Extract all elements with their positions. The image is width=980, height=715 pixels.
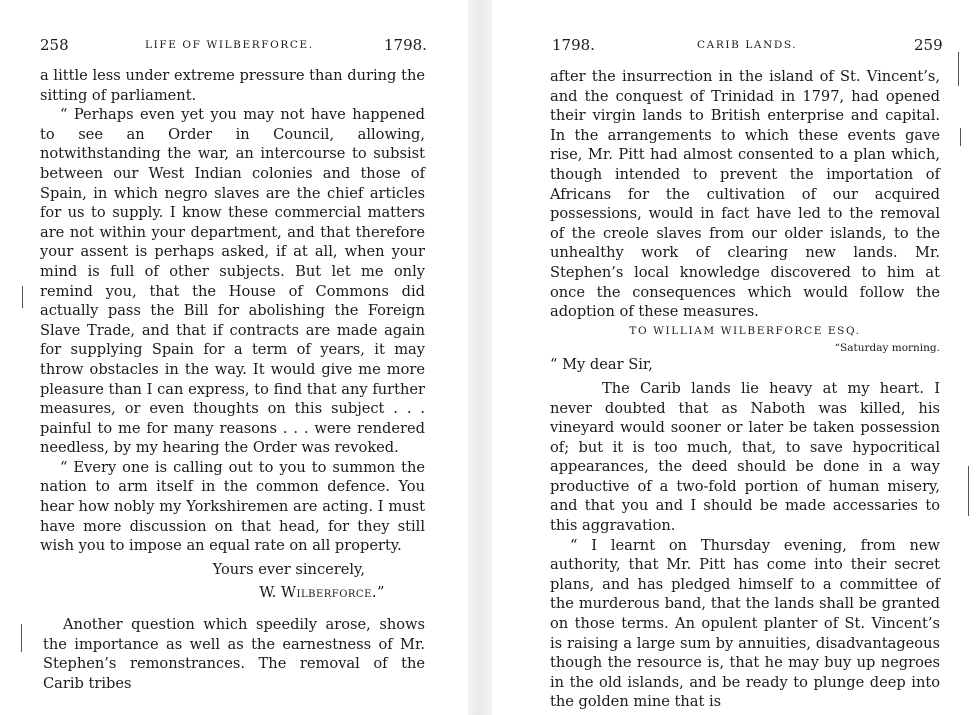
right-running-title: CARIB LANDS.	[697, 39, 798, 51]
letter-salutation: “ My dear Sir,	[550, 356, 653, 374]
paragraph: “ Perhaps even yet you may not have happened to see an Order in Council, allowing, notwithstanding the war, an intercourse to subsist between our West Indian colonies and those of Spain, in which negro slaves are the chief articles for us to supply. I know these commercial matters are not within your department, and that therefore your assent is perhaps asked, if at all, when your mind is full of other subjects. But let me only remind you, that the House of Commons did actually pass the Bill for abolishing the Foreign Slave Trade, and that if contracts are made again for supplying Spain for a term of years, it may throw obstacles in the way. It would give me more pleasure than I can express, to find that any further measures, or even thoughts on this subject . . . painful to me for many reasons . . . were rendered needless, by my hearing the Order was revoked.	[40, 106, 425, 457]
signature-name: Wilberforce.”	[281, 584, 385, 602]
left-page-body	[40, 66, 425, 693]
letter-heading: TO WILLIAM WILBERFORCE ESQ.	[629, 324, 861, 337]
paragraph: “ Every one is calling out to you to summon the nation to arm itself in the common defence. You hear how nobly my Yorkshiremen are acting. I must have more discussion on that head, for they still wish you to impose an equal rate on all property.	[40, 458, 425, 555]
right-page-body	[550, 67, 940, 712]
margin-mark	[968, 466, 969, 516]
paragraph: “ I learnt on Thursday evening, from new authority, that Mr. Pitt has come into their secret plans, and has pledged himself to a committee of the murderous band, that the lands shall be granted on those terms. An opulent planter of St. Vincent’s is raising a large sum by annuities, disadvantageous though the resource is, that he may buy up negroes in the old islands, and be ready to plunge deep into the golden mine that is	[550, 536, 940, 711]
margin-mark	[960, 128, 961, 146]
left-running-title: LIFE OF WILBERFORCE.	[145, 39, 314, 51]
book-gutter	[468, 0, 492, 715]
left-page-header	[40, 36, 425, 56]
left-page-number: 258	[40, 36, 69, 54]
right-page-year: 1798.	[552, 36, 595, 54]
letter-closing: Yours ever sincerely,	[212, 560, 365, 578]
letter-signature	[40, 583, 385, 603]
margin-mark	[21, 624, 22, 652]
signature-prefix: W.	[259, 584, 281, 602]
paragraph: Another question which speedily arose, shows the importance as well as the earnestness of Mr. Stephen’s remonstrances. The removal of the Carib tribes	[43, 616, 425, 692]
paragraph: a little less under extreme pressure than during the sitting of parliament.	[40, 67, 425, 104]
right-page-number: 259	[914, 36, 943, 54]
left-page	[0, 0, 470, 715]
paragraph: after the insurrection in the island of St. Vincent’s, and the conquest of Trinidad in 1797, had opened their virgin lands to British enterprise and capital. In the arrangements to which these events gave rise, Mr. Pitt had almost consented to a plan which, though intended to prevent the importation of Africans for the cultivation of our acquired possessions, would in fact have led to the removal of the creole slaves from our older islands, to the unhealthy work of clearing new lands. Mr. Stephen’s local knowledge discovered to him at once the consequences which would follow the adoption of these measures.	[550, 68, 940, 321]
left-page-year: 1798.	[384, 36, 427, 54]
right-page	[490, 0, 980, 715]
margin-mark	[958, 52, 959, 86]
right-page-header	[552, 36, 943, 56]
letter-dateline: “Saturday morning.	[834, 342, 940, 355]
paragraph: The Carib lands lie heavy at my heart. I never doubted that as Naboth was killed, his vineyard would sooner or later be taken possession of; but it is too much, that, to save hypocritical appearances, the deed should be done in a way productive of a two-fold portion of human misery, and that you and I should be made accessaries to this aggravation.	[550, 379, 940, 535]
margin-mark	[22, 286, 23, 308]
